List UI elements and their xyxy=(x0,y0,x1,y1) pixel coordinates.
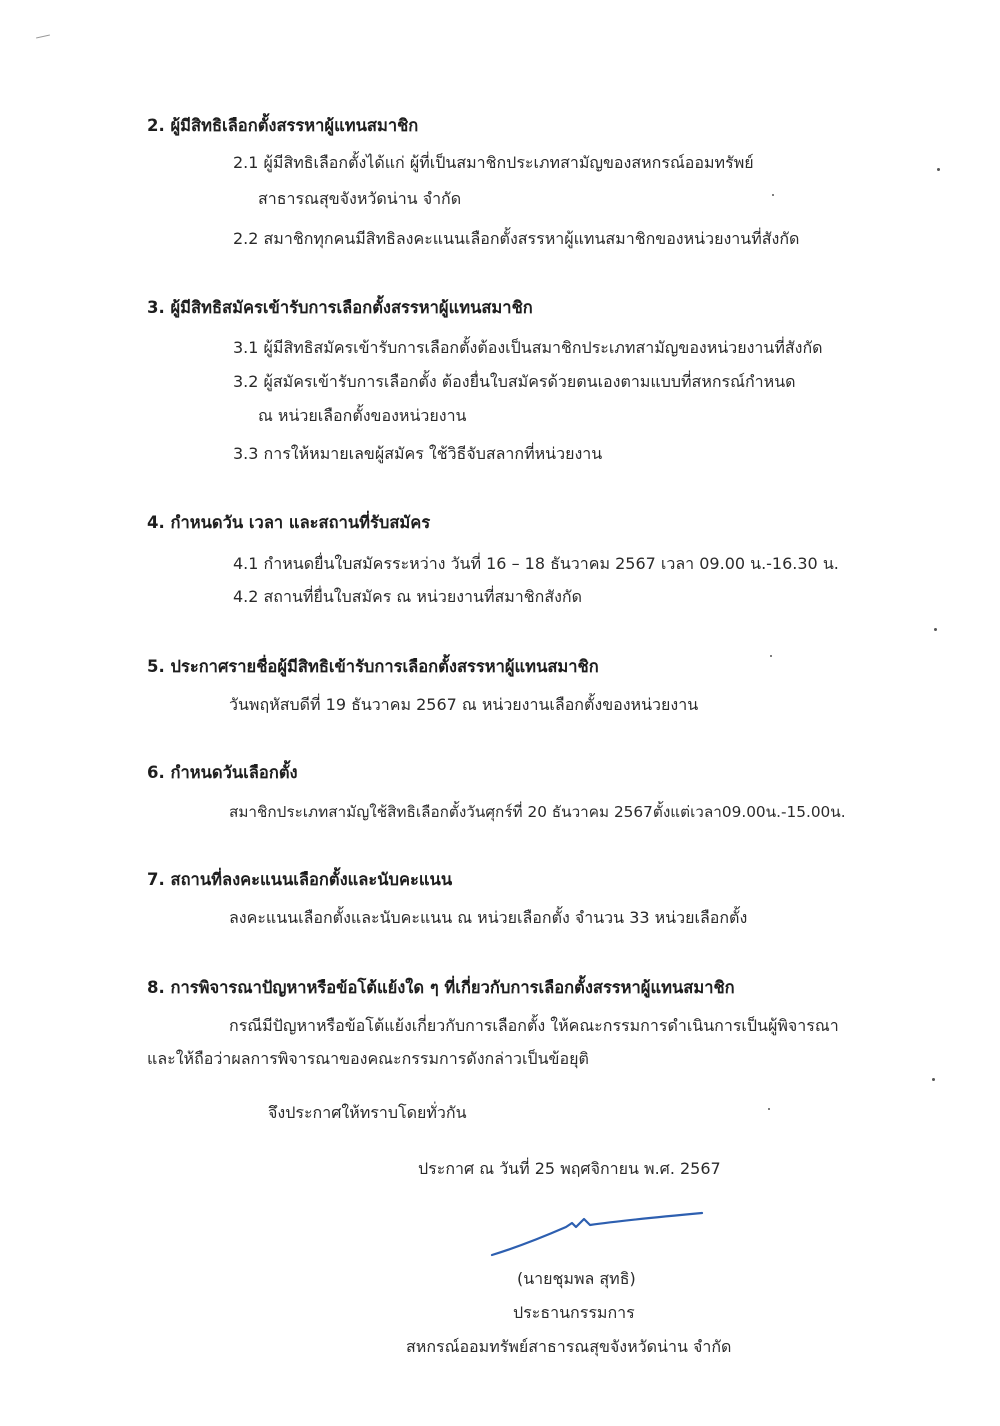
scan-speck xyxy=(934,628,937,631)
scan-speck xyxy=(768,1108,770,1110)
section-8-detail: กรณีมีปัญหาหรือข้อโต้แย้งเกี่ยวกับการเลือกตั้ง ให้คณะกรรมการดำเนินการเป็นผู้พิจารณา xyxy=(229,1016,839,1035)
section-6-detail: สมาชิกประเภทสามัญใช้สิทธิเลือกตั้งวันศุกร์ที่ 20 ธันวาคม 2567ตั้งแต่เวลา09.00น.-15.00น. xyxy=(229,803,846,821)
section-3-heading: 3. ผู้มีสิทธิสมัครเข้ารับการเลือกตั้งสรรหาผู้แทนสมาชิก xyxy=(147,298,533,317)
section-7-heading: 7. สถานที่ลงคะแนนเลือกตั้งและนับคะแนน xyxy=(147,870,453,889)
section-8-heading: 8. การพิจารณาปัญหาหรือข้อโต้แย้งใด ๆ ที่เกี่ยวกับการเลือกตั้งสรรหาผู้แทนสมาชิก xyxy=(147,978,735,997)
scan-speck xyxy=(770,655,772,657)
closing-announcement: จึงประกาศให้ทราบโดยทั่วกัน xyxy=(268,1103,467,1122)
section-6-heading: 6. กำหนดวันเลือกตั้ง xyxy=(147,763,298,782)
section-3-item-2-cont: ณ หน่วยเลือกตั้งของหน่วยงาน xyxy=(258,406,467,425)
section-3-item-3: 3.3 การให้หมายเลขผู้สมัคร ใช้วิธีจับสลากที่หน่วยงาน xyxy=(233,444,603,463)
signature-mark xyxy=(488,1203,708,1263)
section-2-item-1-cont: สาธารณสุขจังหวัดน่าน จำกัด xyxy=(258,189,462,208)
scan-speck xyxy=(937,168,940,171)
signer-name: (นายชุมพล สุทธิ) xyxy=(517,1269,636,1288)
signer-title: ประธานกรรมการ xyxy=(513,1303,635,1322)
scan-speck xyxy=(36,35,50,39)
section-2-item-2: 2.2 สมาชิกทุกคนมีสิทธิลงคะแนนเลือกตั้งสรรหาผู้แทนสมาชิกของหน่วยงานที่สังกัด xyxy=(233,229,800,248)
section-4-item-1: 4.1 กำหนดยื่นใบสมัครระหว่าง วันที่ 16 – 18 ธันวาคม 2567 เวลา 09.00 น.-16.30 น. xyxy=(233,554,839,573)
section-5-detail: วันพฤหัสบดีที่ 19 ธันวาคม 2567 ณ หน่วยงานเลือกตั้งของหน่วยงาน xyxy=(229,695,699,714)
section-3-item-1: 3.1 ผู้มีสิทธิสมัครเข้ารับการเลือกตั้งต้องเป็นสมาชิกประเภทสามัญของหน่วยงานที่สังกัด xyxy=(233,338,823,357)
section-2-heading: 2. ผู้มีสิทธิเลือกตั้งสรรหาผู้แทนสมาชิก xyxy=(147,116,419,135)
section-4-item-2: 4.2 สถานที่ยื่นใบสมัคร ณ หน่วยงานที่สมาชิกสังกัด xyxy=(233,587,582,606)
section-5-heading: 5. ประกาศรายชื่อผู้มีสิทธิเข้ารับการเลือกตั้งสรรหาผู้แทนสมาชิก xyxy=(147,657,599,676)
scan-speck xyxy=(932,1078,935,1081)
section-3-item-2: 3.2 ผู้สมัครเข้ารับการเลือกตั้ง ต้องยื่นใบสมัครด้วยตนเองตามแบบที่สหกรณ์กำหนด xyxy=(233,372,796,391)
section-7-detail: ลงคะแนนเลือกตั้งและนับคะแนน ณ หน่วยเลือกตั้ง จำนวน 33 หน่วยเลือกตั้ง xyxy=(229,908,748,927)
scan-speck xyxy=(772,194,774,196)
section-2-item-1: 2.1 ผู้มีสิทธิเลือกตั้งได้แก่ ผู้ที่เป็นสมาชิกประเภทสามัญของสหกรณ์ออมทรัพย์ xyxy=(233,153,754,172)
announcement-date: ประกาศ ณ วันที่ 25 พฤศจิกายน พ.ศ. 2567 xyxy=(418,1159,721,1178)
section-4-heading: 4. กำหนดวัน เวลา และสถานที่รับสมัคร xyxy=(147,513,431,532)
organization-name: สหกรณ์ออมทรัพย์สาธารณสุขจังหวัดน่าน จำกัด xyxy=(406,1337,732,1356)
section-8-detail-cont: และให้ถือว่าผลการพิจารณาของคณะกรรมการดังกล่าวเป็นข้อยุติ xyxy=(147,1049,589,1068)
